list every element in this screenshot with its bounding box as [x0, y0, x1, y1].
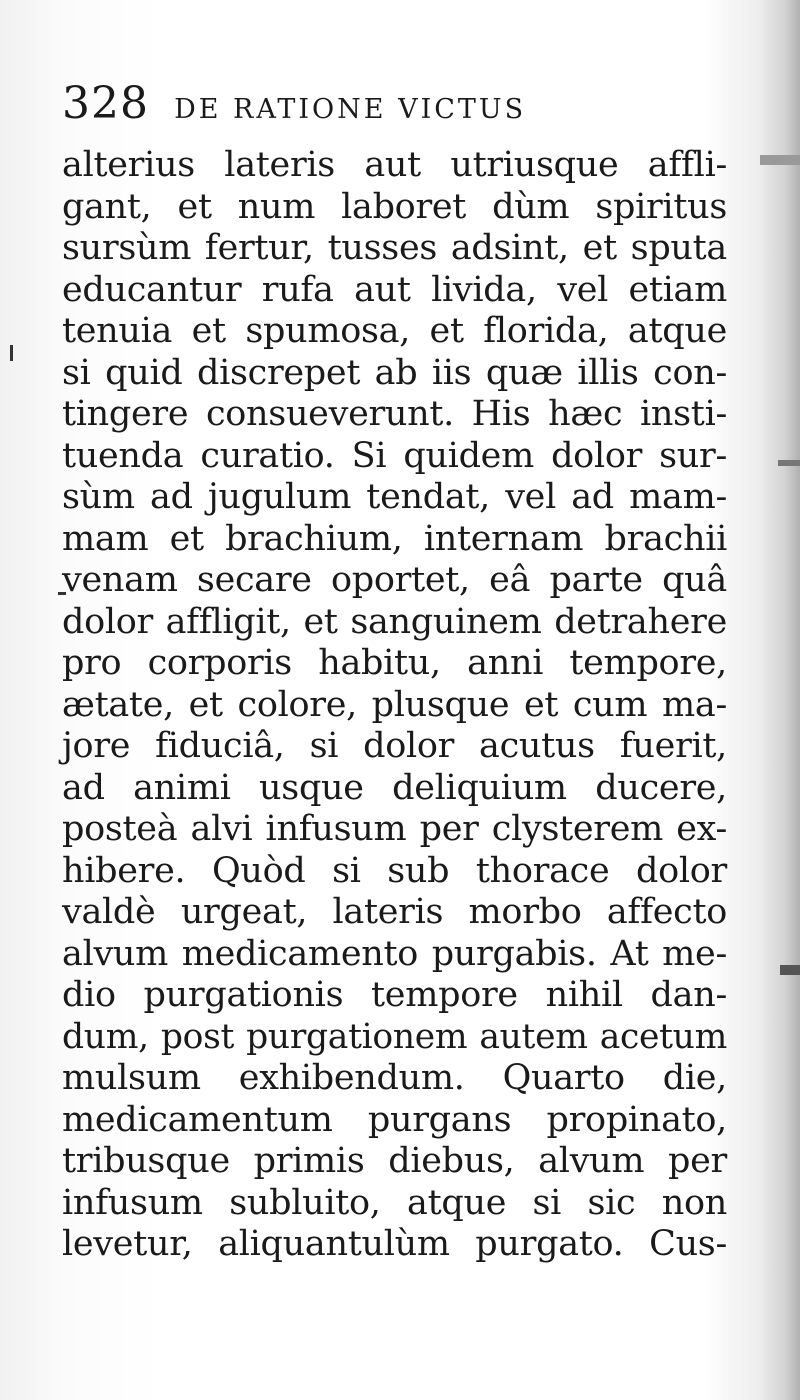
- text-line: jore fiduciâ, si dolor acutus fuerit,: [62, 726, 727, 766]
- text-line: dio purgationis tempore nihil dan-: [62, 975, 727, 1015]
- text-line: medicamentum purgans propinato,: [62, 1099, 727, 1140]
- text-line: ætate, et colore, plusque et cum ma-: [62, 684, 727, 725]
- page-edge-mark: [760, 155, 800, 165]
- page-header: [62, 78, 702, 128]
- text-line: tenuia et spumosa, et florida, atque: [62, 311, 727, 351]
- text-line: venam secare oportet, eâ parte quâ: [62, 560, 727, 600]
- text-line: dum, post purgationem autem acetum: [62, 1016, 727, 1057]
- text-line: ad animi usque deliquium ducere,: [62, 767, 727, 808]
- text-line: infusum subluito, atque si sic non: [62, 1182, 727, 1223]
- text-line: si quid discrepet ab iis quæ illis con-: [62, 352, 727, 393]
- text-line: sursùm fertur, tusses adsint, et sputa: [62, 228, 727, 268]
- text-line: alterius lateris aut utriusque affli-: [62, 145, 727, 185]
- page-edge-shadow: [760, 0, 800, 1400]
- text-line: levetur, aliquantulùm purgato. Cus-: [62, 1224, 727, 1264]
- text-line: sùm ad jugulum tendat, vel ad mam-: [62, 477, 727, 517]
- running-title: DE RATIONE VICTUS: [174, 94, 527, 125]
- body-text: [62, 145, 727, 1266]
- text-line: dolor affligit, et sanguinem detrahere: [62, 601, 727, 642]
- text-line: valdè urgeat, lateris morbo affecto: [62, 892, 727, 932]
- page-number: 328: [62, 78, 149, 129]
- text-line: tingere consueverunt. His hæc insti-: [62, 394, 727, 434]
- text-line: mulsum exhibendum. Quarto die,: [62, 1058, 727, 1098]
- text-line: tuenda curatio. Si quidem dolor sur-: [62, 435, 727, 476]
- text-line: educantur rufa aut livida, vel etiam: [62, 269, 727, 310]
- text-line: tribusque primis diebus, alvum per: [62, 1141, 727, 1181]
- text-line: alvum medicamento purgabis. At me-: [62, 933, 727, 974]
- margin-mark: [10, 345, 13, 361]
- text-line: posteà alvi infusum per clysterem ex-: [62, 809, 727, 849]
- page-edge-mark: [778, 460, 800, 466]
- text-line: pro corporis habitu, anni tempore,: [62, 643, 727, 683]
- text-line: mam et brachium, internam brachii: [62, 518, 727, 559]
- text-line: gant, et num laboret dùm spiritus: [62, 186, 727, 227]
- text-line: hibere. Quòd si sub thorace dolor: [62, 850, 727, 891]
- page-edge-mark: [780, 965, 800, 975]
